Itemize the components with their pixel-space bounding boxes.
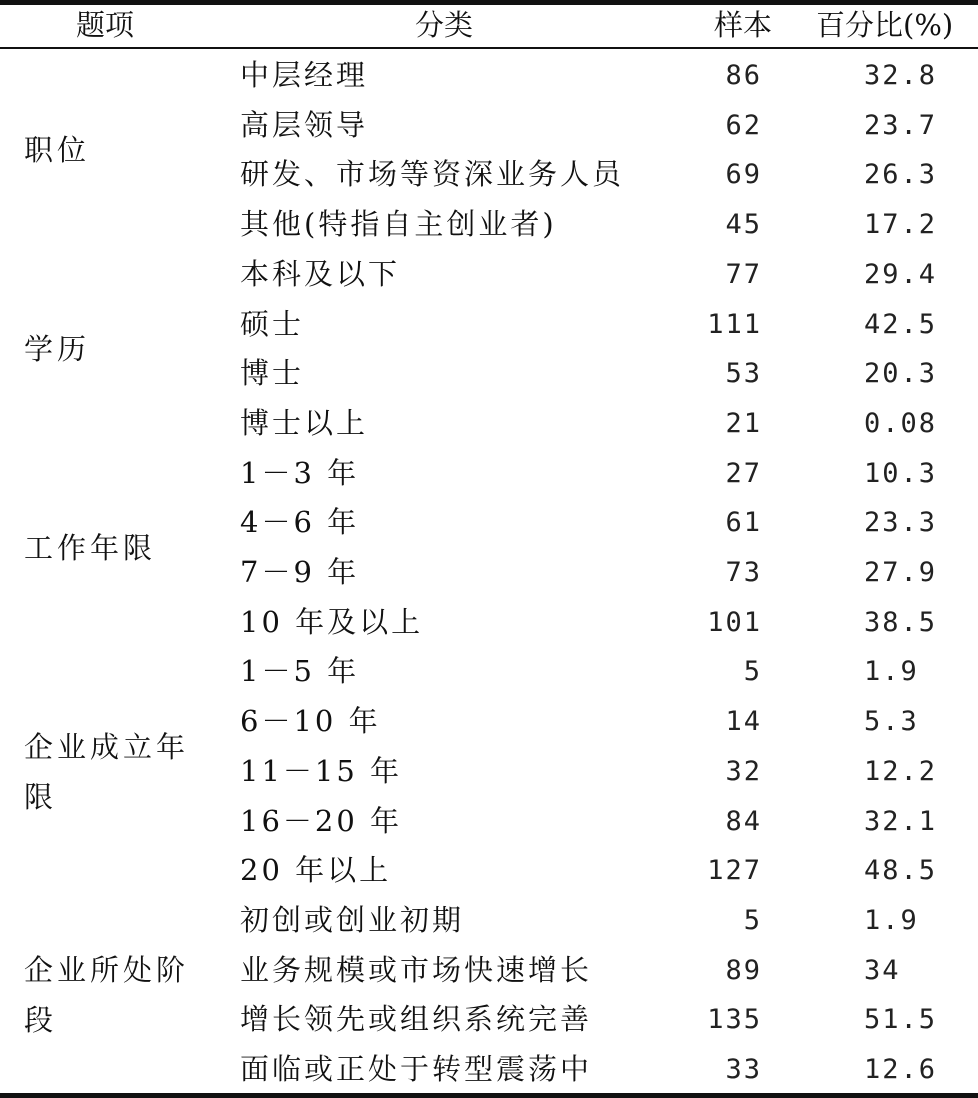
group-label: 工作年限 (24, 531, 157, 565)
group-label: 职位 (24, 133, 91, 168)
table-row (0, 200, 978, 250)
category-cell: 20 年以上 (240, 853, 392, 888)
header-category: 分类 (415, 8, 474, 42)
sample-cell: 62 (725, 109, 762, 141)
percent-cell: 42.5 (864, 308, 938, 340)
category-cell: 增长领先或组织系统完善 (240, 1002, 593, 1037)
category-cell: 博士以上 (240, 405, 369, 440)
table-row (0, 101, 978, 151)
percent-cell: 10.3 (864, 457, 938, 489)
category-cell: 4－6 年 (240, 505, 360, 540)
sample-cell: 69 (725, 159, 762, 191)
sample-cell: 33 (725, 1054, 762, 1085)
sample-cell: 61 (725, 507, 762, 539)
sample-cell: 77 (725, 258, 762, 290)
category-cell: 硕士 (240, 306, 305, 341)
sample-cell: 14 (725, 706, 762, 738)
sample-cell: 135 (707, 1004, 762, 1036)
percent-cell: 23.3 (864, 507, 938, 539)
sample-cell: 32 (725, 755, 762, 787)
sample-cell: 73 (725, 557, 762, 588)
percent-cell: 32.8 (864, 60, 938, 91)
percent-cell: 5.3 (864, 706, 919, 738)
group-label: 企业成立年限 (24, 729, 190, 814)
category-cell: 面临或正处于转型震荡中 (240, 1052, 593, 1086)
percent-cell: 48.5 (864, 855, 938, 887)
percent-cell: 29.4 (864, 258, 938, 290)
group-label: 学历 (24, 332, 91, 367)
category-cell: 11－15 年 (240, 753, 403, 788)
table-row (0, 896, 978, 946)
category-cell: 高层领导 (240, 107, 369, 142)
table-row (0, 598, 978, 648)
table-row (0, 1045, 978, 1095)
sample-cell: 53 (725, 358, 762, 390)
sample-cell: 27 (725, 457, 762, 489)
percent-cell: 12.6 (864, 1054, 938, 1085)
percent-cell: 17.2 (864, 209, 938, 241)
sample-cell: 101 (707, 606, 762, 638)
percent-cell: 20.3 (864, 358, 938, 390)
percent-cell: 27.9 (864, 557, 938, 588)
percent-cell: 34 (864, 954, 901, 986)
table-row (0, 300, 978, 350)
percent-cell: 1.9 (864, 904, 919, 936)
sample-cell: 5 (743, 656, 762, 688)
sample-cell: 111 (707, 308, 762, 340)
category-cell: 中层经理 (240, 58, 369, 92)
category-cell: 初创或创业初期 (240, 902, 465, 937)
header-percent: 百分比(%) (816, 8, 954, 42)
table-row (0, 51, 978, 101)
table-bottom-rule (0, 1093, 978, 1098)
table-row (0, 647, 978, 697)
table-row (0, 399, 978, 449)
sample-cell: 5 (743, 904, 762, 936)
category-cell: 业务规模或市场快速增长 (240, 952, 593, 987)
table-row (0, 449, 978, 499)
category-cell: 博士 (240, 356, 305, 391)
percent-cell: 12.2 (864, 755, 938, 787)
category-cell: 10 年及以上 (240, 604, 424, 639)
category-cell: 7－9 年 (240, 555, 360, 589)
category-cell: 本科及以下 (240, 256, 401, 291)
table-row (0, 250, 978, 300)
header-sample: 样本 (714, 8, 773, 42)
header-item: 题项 (76, 8, 135, 42)
sample-cell: 21 (725, 407, 762, 439)
category-cell: 6－10 年 (240, 704, 381, 739)
category-cell: 其他(特指自主创业者) (240, 207, 557, 242)
category-cell: 研发、市场等资深业务人员 (240, 157, 625, 192)
sample-cell: 84 (725, 805, 762, 837)
table-header-rule (0, 47, 978, 49)
group-label: 企业所处阶段 (24, 953, 190, 1038)
percent-cell: 0.08 (864, 407, 938, 439)
category-cell: 1－3 年 (240, 455, 360, 490)
table-row (0, 150, 978, 200)
sample-cell: 45 (725, 209, 762, 241)
sample-cell: 86 (725, 60, 762, 91)
table-row (0, 846, 978, 896)
category-cell: 1－5 年 (240, 654, 360, 689)
table-row (0, 349, 978, 399)
percent-cell: 32.1 (864, 805, 938, 837)
sample-cell: 89 (725, 954, 762, 986)
percent-cell: 1.9 (864, 656, 919, 688)
percent-cell: 26.3 (864, 159, 938, 191)
percent-cell: 23.7 (864, 109, 938, 141)
sample-cell: 127 (707, 855, 762, 887)
category-cell: 16－20 年 (240, 803, 403, 838)
percent-cell: 51.5 (864, 1004, 938, 1036)
percent-cell: 38.5 (864, 606, 938, 638)
